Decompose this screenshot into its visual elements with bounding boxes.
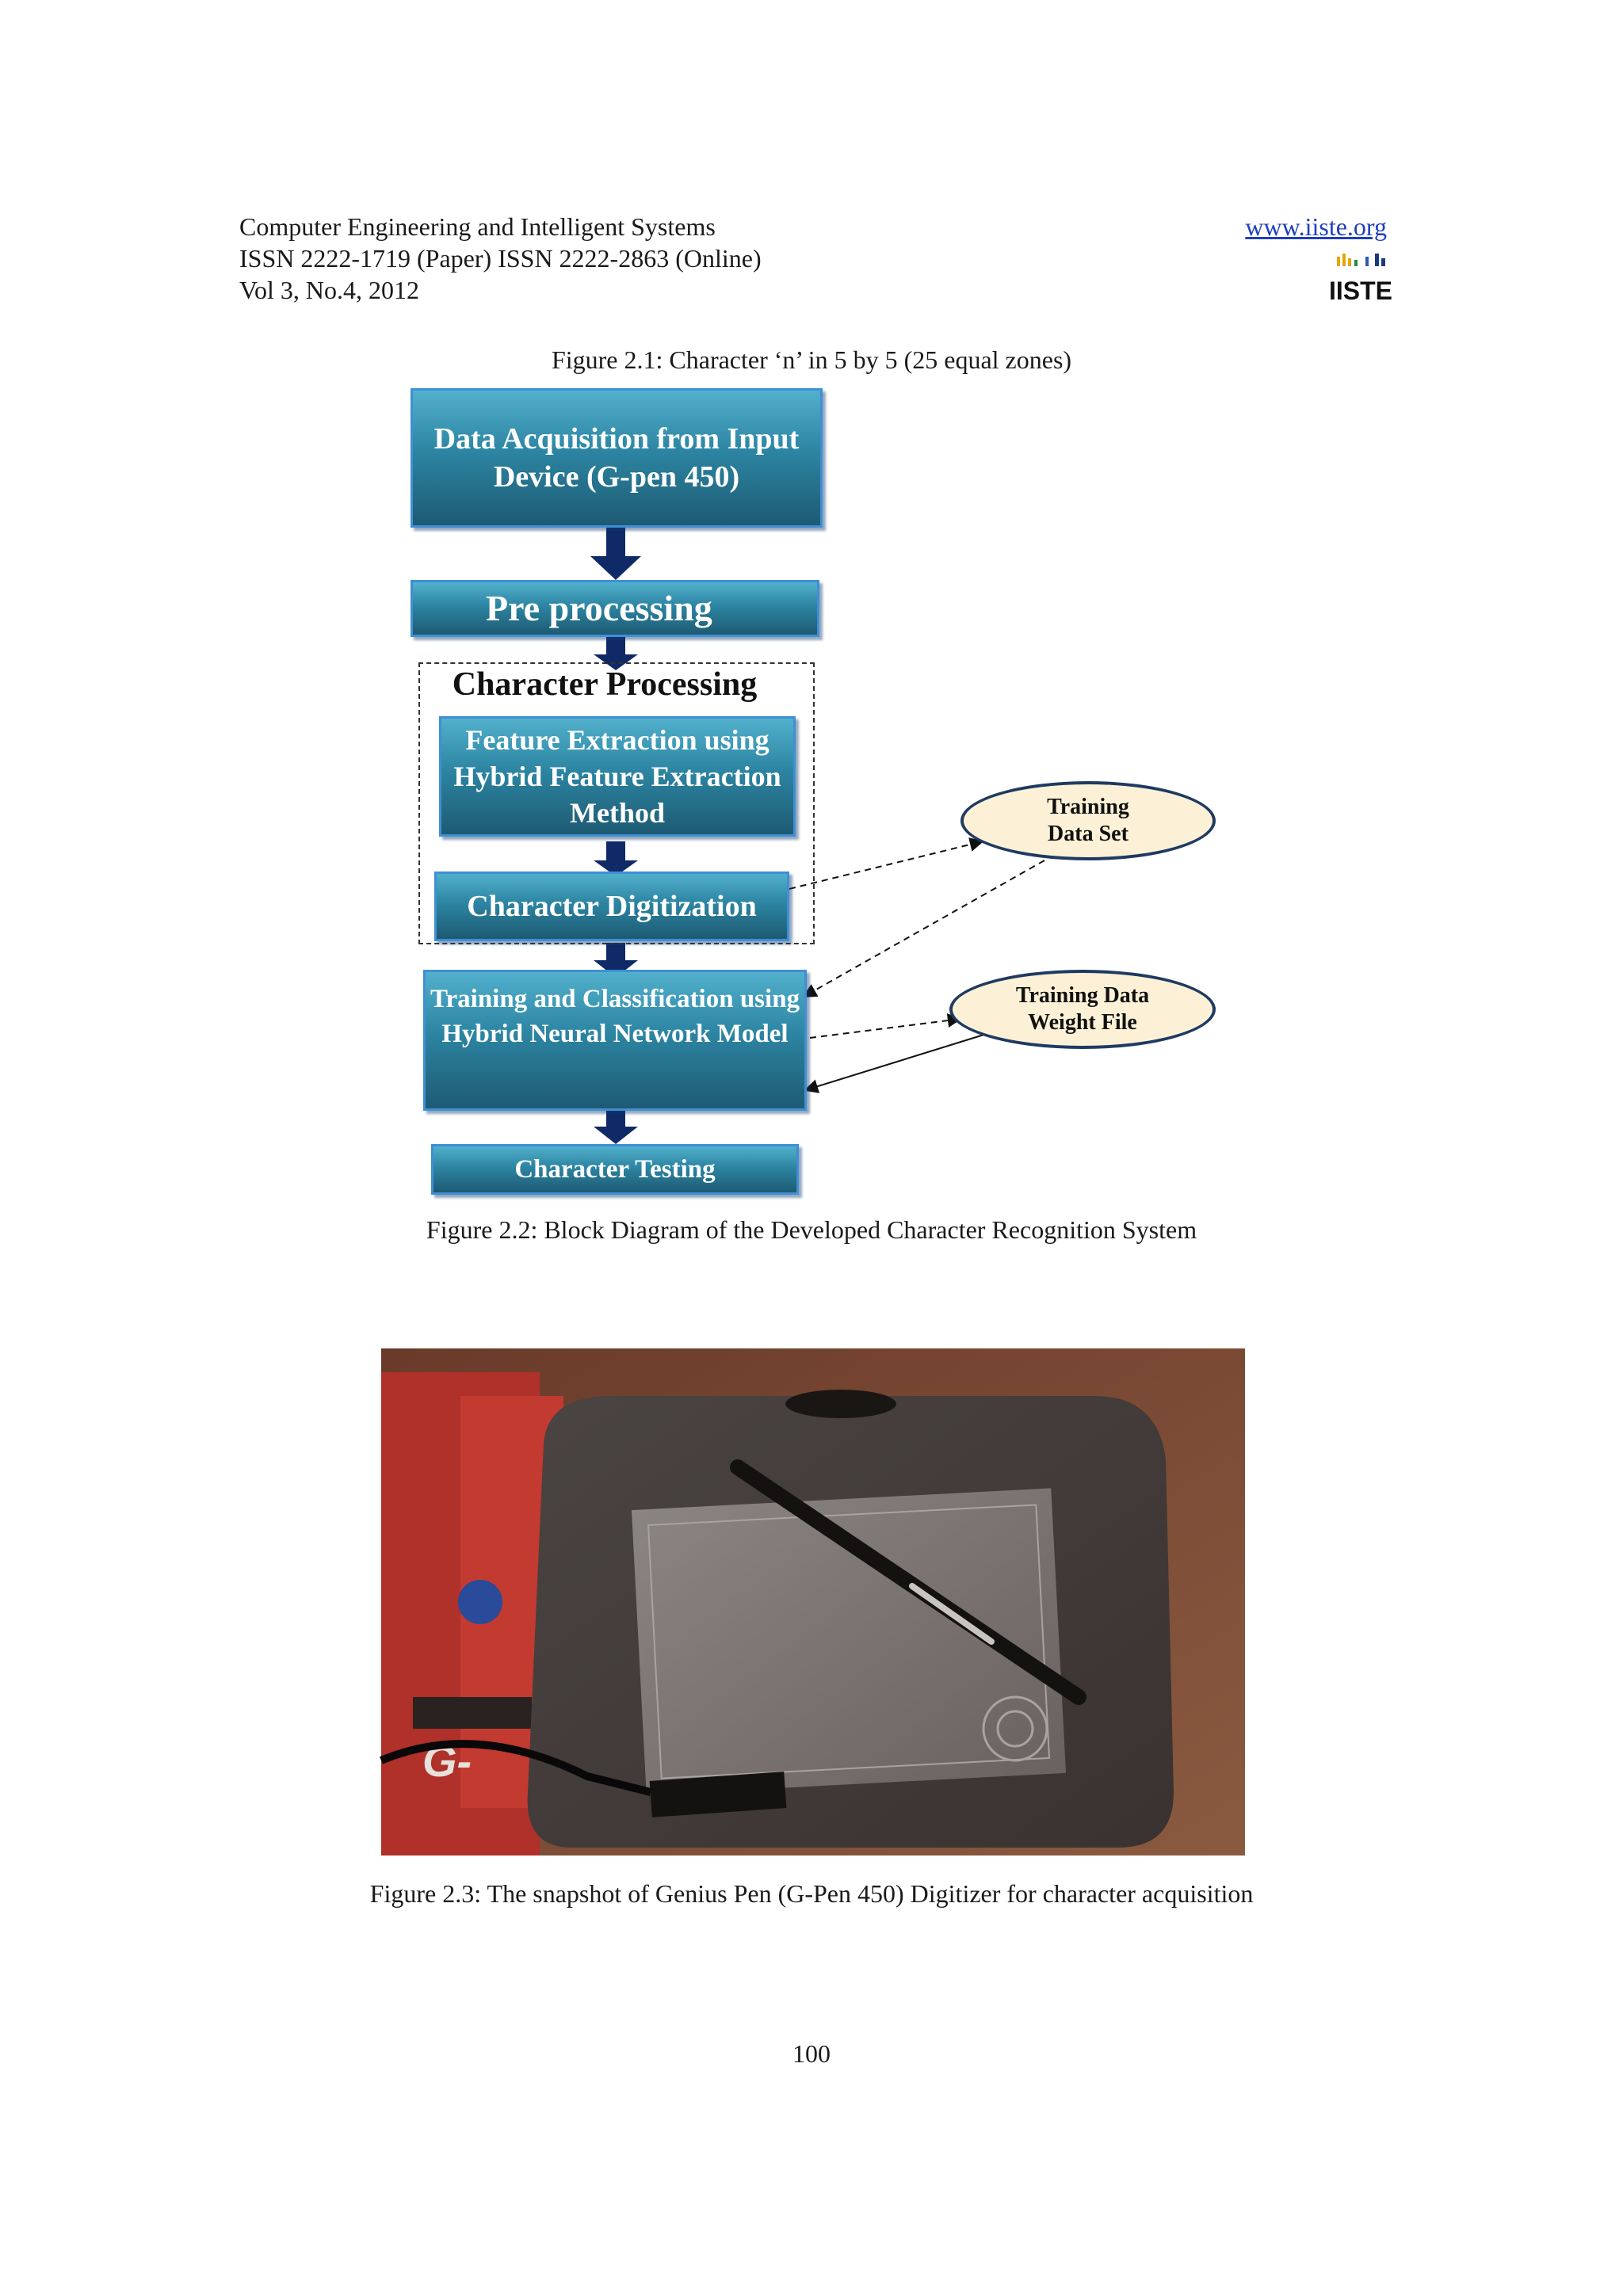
logo-text: IISTE — [1328, 277, 1393, 305]
training-classification-label: Training and Classification using Hybrid Neural Network Model — [430, 985, 800, 1048]
digitization-to-dataset-line — [789, 841, 983, 889]
journal-website-link[interactable]: www.iiste.org — [1245, 212, 1387, 241]
training-classification-box — [423, 970, 807, 1111]
data-acquisition-label: Data Acquisition from Input Device (G-pen 450) — [433, 422, 800, 494]
iiste-logo — [1328, 252, 1393, 305]
page-number: 100 — [792, 2039, 831, 2068]
figure-2-1-caption: Figure 2.1: Character ‘n’ in 5 by 5 (25 equal zones) — [551, 345, 1072, 374]
character-digitization-box — [434, 871, 789, 941]
flow-arrow-5 — [594, 1109, 638, 1144]
character-processing-title: Character Processing — [452, 666, 758, 703]
flow-arrow-1 — [590, 526, 641, 580]
character-testing-box — [431, 1144, 799, 1195]
pre-processing-label: Pre processing — [486, 588, 712, 628]
training-to-weightfile-line — [810, 1019, 960, 1038]
issn-line: ISSN 2222-1719 (Paper) ISSN 2222-2863 (Online) — [239, 244, 762, 273]
training-weight-file-label: Training Data Weight File — [1015, 983, 1150, 1035]
pre-processing-box — [411, 580, 819, 637]
character-digitization-label: Character Digitization — [467, 890, 757, 923]
training-data-set-ellipse — [960, 781, 1216, 860]
figure-2-3-caption: Figure 2.3: The snapshot of Genius Pen (G-Pen 450) Digitizer for character acquisition — [369, 1879, 1254, 1908]
character-testing-label: Character Testing — [514, 1155, 716, 1184]
data-acquisition-box — [411, 388, 823, 528]
svg-text:G-: G- — [422, 1736, 472, 1786]
gpen-photo-illustration — [381, 1348, 1245, 1855]
figure-2-2-caption: Figure 2.2: Block Diagram of the Developed Character Recognition System — [426, 1215, 1197, 1244]
training-weight-file-ellipse — [949, 970, 1216, 1049]
feature-extraction-label: Feature Extraction using Hybrid Feature Extraction Method — [453, 724, 781, 829]
journal-title: Computer Engineering and Intelligent Systems — [239, 212, 716, 241]
gpen-digitizer-photo — [381, 1348, 1245, 1855]
training-data-set-label: Training Data Set — [1047, 795, 1129, 846]
feature-extraction-box — [439, 716, 796, 837]
weightfile-to-training-line — [805, 1033, 989, 1090]
volume-line: Vol 3, No.4, 2012 — [239, 276, 419, 304]
